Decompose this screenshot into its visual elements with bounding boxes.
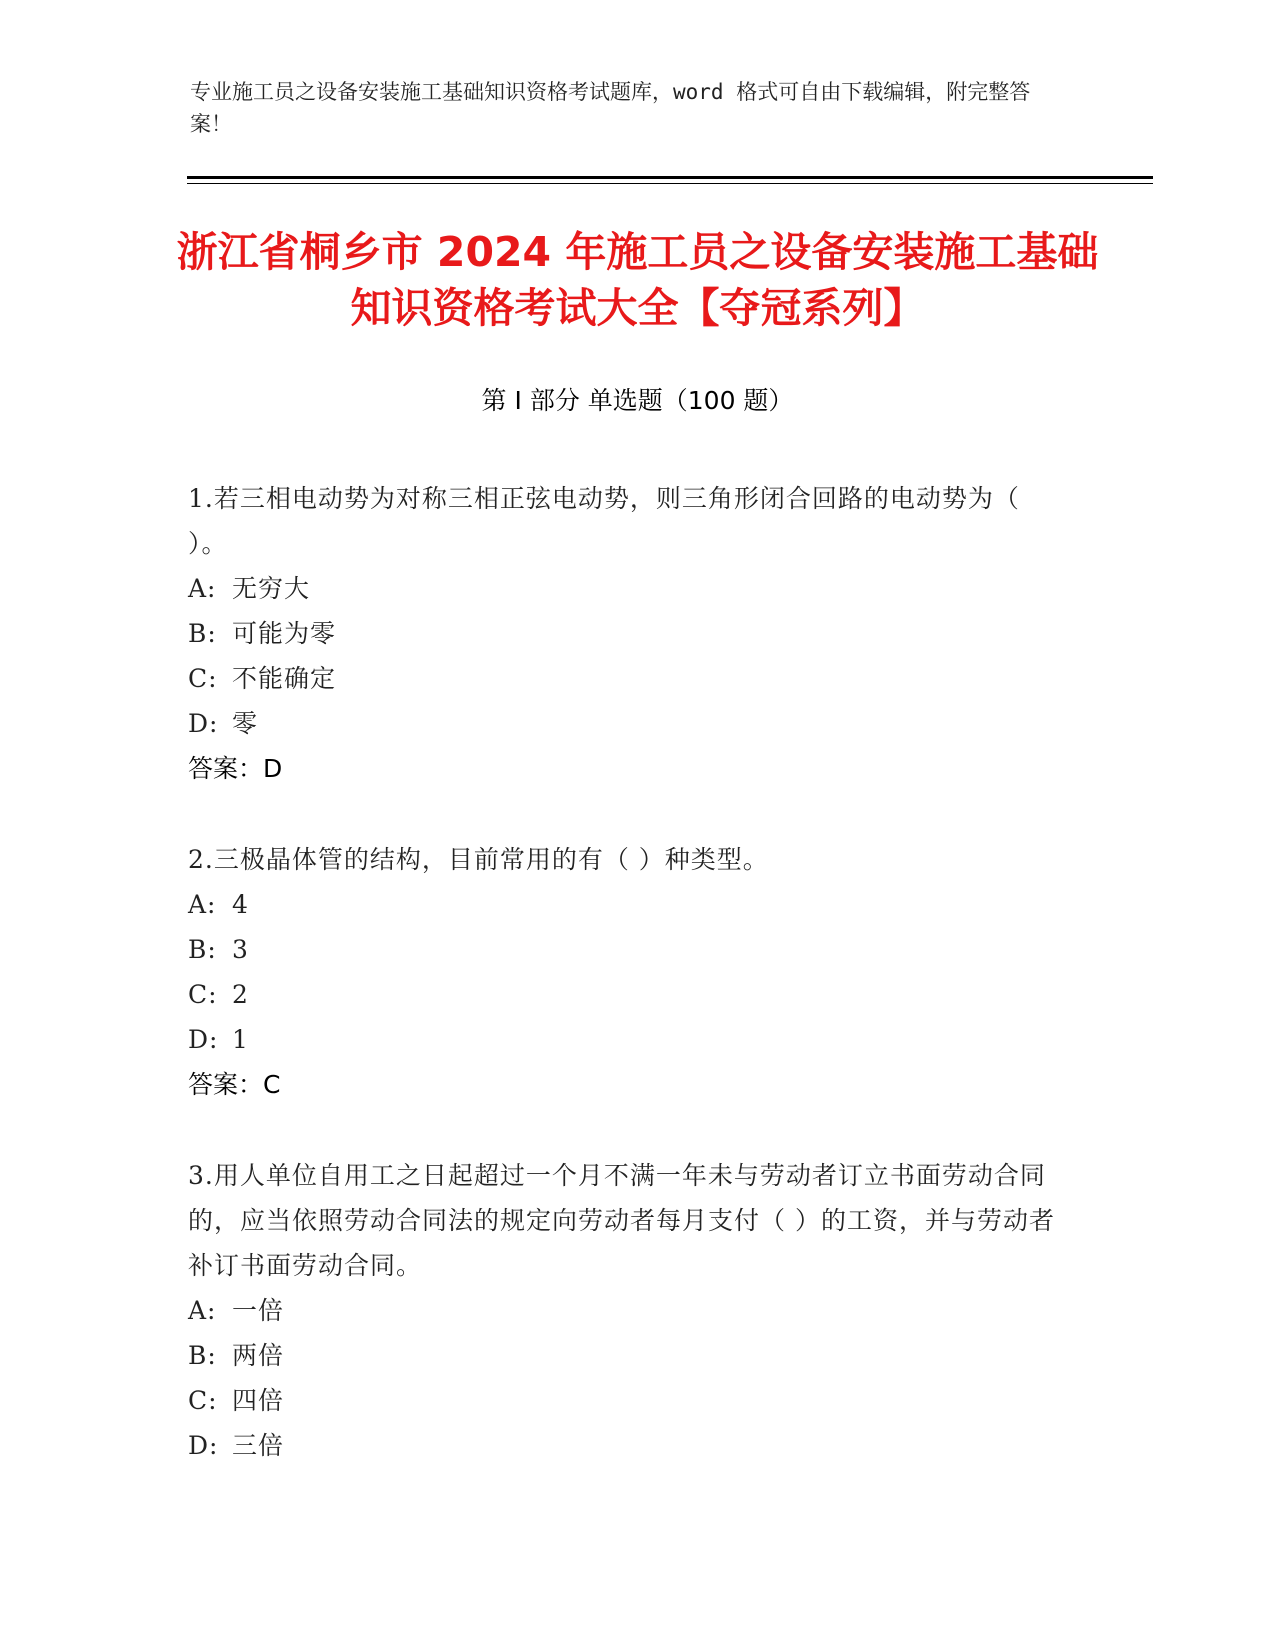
option-text: 3 (232, 935, 249, 964)
option-letter: D: (188, 1025, 219, 1054)
option-d (188, 1017, 1068, 1062)
option-a (188, 1288, 1068, 1333)
option-c (188, 656, 1068, 701)
option-b (188, 1333, 1068, 1378)
option-text: 1 (232, 1025, 249, 1054)
option-text: 可能为零 (232, 619, 337, 648)
header-divider-thin (187, 183, 1153, 184)
option-text: 一倍 (232, 1296, 285, 1325)
option-c (188, 1378, 1068, 1423)
document-title: 浙江省桐乡市 2024 年施工员之设备安装施工基础知识资格考试大全【夺冠系列】 (176, 228, 1099, 332)
question-text: 3.用人单位自用工之日起超过一个月不满一年未与劳动者订立书面劳动合同的，应当依照劳动合同法的规定向劳动者每月支付（ ）的工资，并与劳动者补订书面劳动合同。 (188, 1161, 1055, 1280)
option-b (188, 927, 1068, 972)
option-letter: A: (188, 890, 217, 919)
option-a (188, 566, 1068, 611)
answer-line: 答案：D (188, 754, 283, 783)
header-note: 专业施工员之设备安装施工基础知识资格考试题库，word 格式可自由下载编辑，附完整答案！ (190, 80, 1031, 136)
option-letter: C: (188, 1386, 218, 1415)
section-heading: 第 I 部分 单选题（100 题） (481, 386, 794, 415)
option-text: 三倍 (232, 1431, 285, 1460)
option-c (188, 972, 1068, 1017)
answer-line: 答案：C (188, 1070, 281, 1099)
option-letter: B: (188, 619, 217, 648)
option-text: 无穷大 (232, 574, 311, 603)
option-b (188, 611, 1068, 656)
option-d (188, 701, 1068, 746)
option-letter: B: (188, 1341, 217, 1370)
option-text: 零 (232, 709, 259, 738)
option-letter: B: (188, 935, 217, 964)
option-letter: C: (188, 664, 218, 693)
option-text: 4 (232, 890, 249, 919)
option-letter: A: (188, 1296, 217, 1325)
option-a (188, 882, 1068, 927)
question-text: 1.若三相电动势为对称三相正弦电动势，则三角形闭合回路的电动势为（ ）。 (188, 484, 1020, 558)
option-letter: D: (188, 709, 219, 738)
option-letter: A: (188, 574, 217, 603)
option-text: 不能确定 (232, 664, 337, 693)
question-3 (188, 1153, 1068, 1468)
option-text: 两倍 (232, 1341, 285, 1370)
option-text: 2 (232, 980, 249, 1009)
option-text: 四倍 (232, 1386, 285, 1415)
option-d (188, 1423, 1068, 1468)
option-letter: C: (188, 980, 218, 1009)
question-text: 2.三极晶体管的结构，目前常用的有（ ）种类型。 (188, 845, 769, 874)
question-list (188, 476, 1068, 1514)
option-letter: D: (188, 1431, 219, 1460)
header-divider-thick (187, 176, 1153, 179)
question-1 (188, 476, 1068, 791)
question-2 (188, 837, 1068, 1107)
